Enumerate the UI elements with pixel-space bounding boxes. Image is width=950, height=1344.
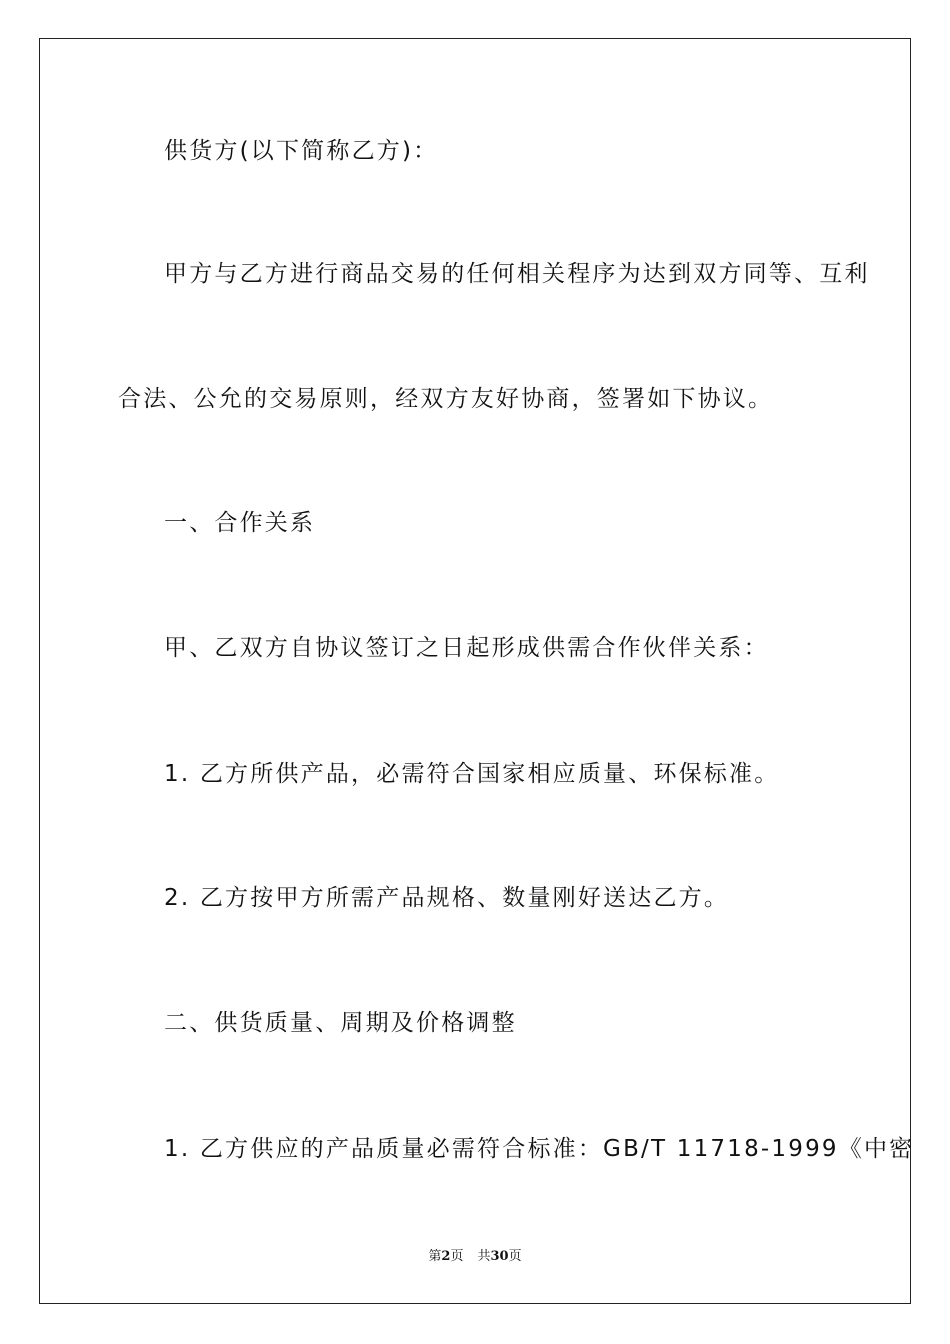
section-1-item-1: 1. 乙方所供产品，必需符合国家相应质量、环保标准。 [164,761,780,787]
page-border [39,38,911,1304]
intro-line-1: 甲方与乙方进行商品交易的任何相关程序为达到双方同等、互利 [164,261,870,287]
supplier-line: 供货方(以下简称乙方)： [164,138,439,164]
footer-total-suffix: 页 [508,1249,522,1264]
section-1-item-2: 2. 乙方按甲方所需产品规格、数量刚好送达乙方。 [164,885,730,911]
footer-page-number: 2 [441,1249,451,1264]
footer-total-prefix: 共 [477,1249,491,1264]
intro-line-2: 合法、公允的交易原则，经双方友好协商，签署如下协议。 [118,386,774,412]
footer-total-pages: 30 [490,1249,509,1264]
section-1-description: 甲、乙双方自协议签订之日起形成供需合作伙伴关系： [164,635,769,661]
section-heading-2: 二、供货质量、周期及价格调整 [164,1010,517,1036]
section-2-item-1: 1. 乙方供应的产品质量必需符合标准：GB/T 11718-1999《中密 [164,1136,915,1162]
page-footer [0,1248,950,1266]
footer-page-prefix: 第 [428,1249,442,1264]
footer-page-suffix: 页 [450,1249,464,1264]
section-heading-1: 一、合作关系 [164,510,316,536]
